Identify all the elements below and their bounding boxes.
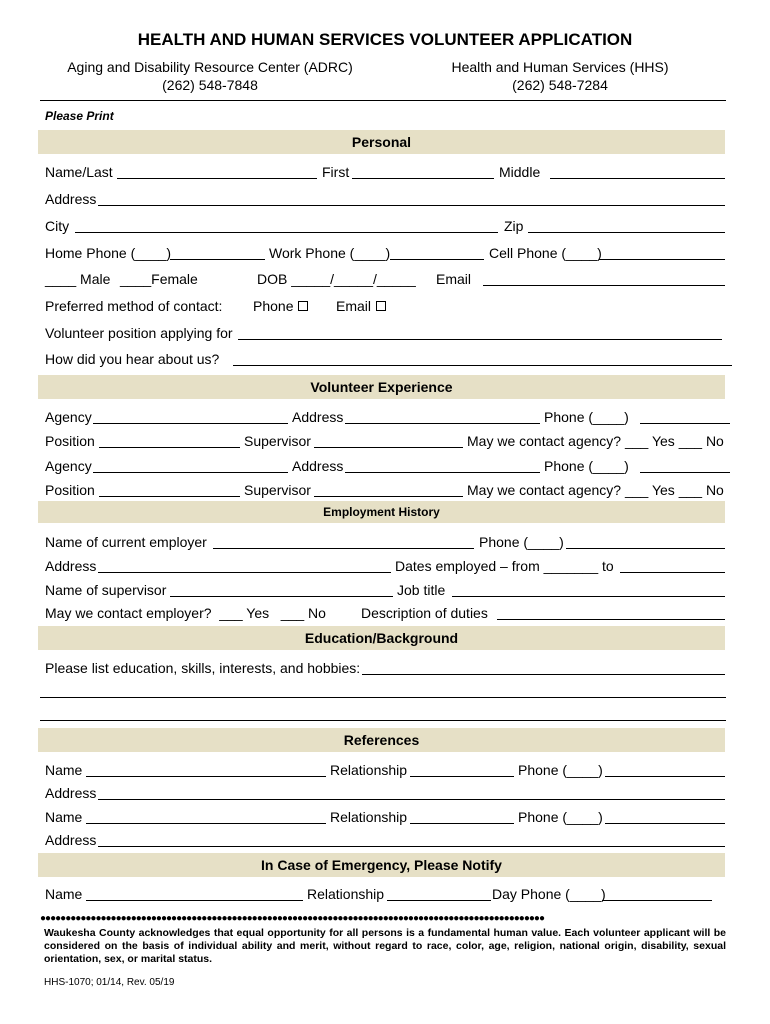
checkbox-pref-phone[interactable] — [253, 298, 308, 314]
label-name-last: Name/Last — [45, 164, 113, 180]
field-emergency-day-phone[interactable] — [602, 900, 712, 901]
pref-phone-label: Phone — [253, 298, 294, 314]
field-employer-phone[interactable] — [566, 548, 725, 549]
field-duties[interactable] — [497, 619, 725, 620]
header-rule — [40, 100, 726, 101]
section-education: Education/Background — [38, 626, 725, 650]
org-adrc-name: Aging and Disability Resource Center (ADRC) — [67, 59, 353, 75]
label-duties: Description of duties — [361, 605, 488, 621]
field-employer-address[interactable] — [98, 572, 391, 573]
equal-opportunity-notice: Waukesha County acknowledges that equal opportunity for all persons is a fundamental human value. Each volunteer applicant will be considered on the basis of individual ability and merit, without regard to race, color, age, religion, national origin, disability, sexual orientation, sex, or marital status. — [44, 927, 726, 965]
notice-dot-border: ●●●●●●●●●●●●●●●●●●●●●●●●●●●●●●●●●●●●●●●●●●●●●●●●●●●●●●●●●●●●●●●●●●●●●●●●●●●●●●●●●●●●●●●●●●●●●●●●●●●● — [40, 913, 545, 924]
section-volunteer-experience: Volunteer Experience — [38, 375, 725, 399]
label-agency-phone-2: Phone (____) — [544, 458, 629, 474]
label-ref-phone-1: Phone (____) — [518, 762, 603, 778]
label-ref-address-2: Address — [45, 832, 97, 848]
field-ref-phone-2[interactable] — [605, 823, 725, 824]
field-email[interactable] — [483, 285, 725, 286]
org-hhs-phone: (262) 548-7284 — [512, 77, 608, 93]
field-ref-phone-1[interactable] — [605, 776, 725, 777]
field-home-phone[interactable] — [170, 259, 265, 260]
field-city[interactable] — [75, 232, 498, 233]
label-dates-employed: Dates employed – from _______ to — [395, 558, 614, 574]
please-print-note: Please Print — [45, 109, 114, 123]
label-employer-supervisor: Name of supervisor — [45, 582, 167, 598]
field-dob[interactable]: DOB _____/_____/_____ — [257, 271, 416, 287]
label-preferred-contact: Preferred method of contact: — [45, 298, 223, 314]
label-ref-phone-2: Phone (____) — [518, 809, 603, 825]
contact-agency-1[interactable]: May we contact agency? ___ Yes ___ No — [467, 433, 724, 449]
label-employer-phone: Phone (____) — [479, 534, 564, 550]
option-male[interactable]: ____ Male — [45, 271, 111, 287]
field-hear-about[interactable] — [233, 365, 732, 366]
field-agency-1[interactable] — [93, 423, 288, 424]
label-agency-address-1: Address — [292, 409, 344, 425]
label-hear-about: How did you hear about us? — [45, 351, 220, 367]
pref-email-label: Email — [336, 298, 372, 314]
field-agency-phone-2[interactable] — [640, 472, 730, 473]
label-emergency-name: Name — [45, 886, 83, 902]
label-current-employer: Name of current employer — [45, 534, 207, 550]
checkbox-square-icon — [376, 301, 386, 311]
label-education-prompt: Please list education, skills, interests, and hobbies: — [45, 660, 361, 676]
field-agency-2[interactable] — [93, 472, 288, 473]
field-name-last[interactable] — [117, 178, 317, 179]
field-ref-relationship-1[interactable] — [410, 776, 514, 777]
field-job-title[interactable] — [452, 596, 725, 597]
org-adrc-phone: (262) 548-7848 — [162, 77, 258, 93]
label-city: City — [45, 218, 70, 234]
field-employer-supervisor[interactable] — [170, 596, 393, 597]
label-ref-address-1: Address — [45, 785, 97, 801]
field-cell-phone[interactable] — [599, 259, 725, 260]
section-employment-history: Employment History — [38, 501, 725, 523]
field-zip[interactable] — [528, 232, 725, 233]
section-personal: Personal — [38, 130, 725, 154]
field-emergency-name[interactable] — [86, 900, 303, 901]
field-agency-address-2[interactable] — [345, 472, 540, 473]
field-supervisor-1[interactable] — [314, 447, 463, 448]
contact-employer[interactable]: May we contact employer? ___ Yes ___ No — [45, 605, 326, 621]
form-title: HEALTH AND HUMAN SERVICES VOLUNTEER APPLICATION — [137, 30, 633, 49]
label-ref-relationship-1: Relationship — [330, 762, 408, 778]
label-job-title: Job title — [397, 582, 446, 598]
field-education-line-2[interactable] — [40, 697, 726, 698]
label-volunteer-position: Volunteer position applying for — [45, 325, 233, 341]
label-ref-name-1: Name — [45, 762, 83, 778]
label-first: First — [322, 164, 350, 180]
label-address: Address — [45, 191, 97, 207]
field-middle[interactable] — [550, 178, 725, 179]
field-education-line-3[interactable] — [40, 720, 726, 721]
org-hhs-name: Health and Human Services (HHS) — [451, 59, 669, 75]
field-position-2[interactable] — [99, 496, 240, 497]
field-work-phone[interactable] — [390, 259, 484, 260]
label-ref-relationship-2: Relationship — [330, 809, 408, 825]
label-supervisor-1: Supervisor — [244, 433, 311, 449]
field-ref-relationship-2[interactable] — [410, 823, 514, 824]
label-emergency-day-phone: Day Phone (____) — [492, 886, 606, 902]
label-work-phone: Work Phone (____) — [269, 245, 391, 261]
field-agency-phone-1[interactable] — [640, 423, 730, 424]
field-address[interactable] — [98, 205, 725, 206]
field-supervisor-2[interactable] — [314, 496, 463, 497]
label-email: Email — [436, 271, 472, 287]
field-dates-to[interactable] — [620, 572, 725, 573]
label-agency-1: Agency — [45, 409, 92, 425]
label-ref-name-2: Name — [45, 809, 83, 825]
checkbox-square-icon — [298, 301, 308, 311]
field-current-employer[interactable] — [213, 548, 474, 549]
field-emergency-relationship[interactable] — [387, 900, 491, 901]
label-employer-address: Address — [45, 558, 97, 574]
option-female[interactable]: ____Female — [120, 271, 198, 287]
label-middle: Middle — [499, 164, 541, 180]
field-education-line-1[interactable] — [362, 674, 725, 675]
label-supervisor-2: Supervisor — [244, 482, 311, 498]
section-emergency: In Case of Emergency, Please Notify — [38, 853, 725, 877]
field-volunteer-position[interactable] — [238, 339, 722, 340]
label-home-phone: Home Phone (____) — [45, 245, 172, 261]
label-agency-address-2: Address — [292, 458, 344, 474]
label-zip: Zip — [504, 218, 524, 234]
checkbox-pref-email[interactable] — [336, 298, 386, 314]
label-position-1: Position — [45, 433, 95, 449]
field-position-1[interactable] — [99, 447, 240, 448]
field-ref-address-2[interactable] — [98, 846, 725, 847]
label-agency-phone-1: Phone (____) — [544, 409, 629, 425]
contact-agency-2[interactable]: May we contact agency? ___ Yes ___ No — [467, 482, 724, 498]
form-number: HHS-1070; 01/14, Rev. 05/19 — [44, 977, 175, 988]
label-agency-2: Agency — [45, 458, 92, 474]
field-ref-name-1[interactable] — [86, 776, 326, 777]
field-ref-name-2[interactable] — [86, 823, 326, 824]
field-first[interactable] — [352, 178, 494, 179]
field-ref-address-1[interactable] — [98, 799, 725, 800]
label-cell-phone: Cell Phone (____) — [489, 245, 602, 261]
label-emergency-relationship: Relationship — [307, 886, 385, 902]
label-position-2: Position — [45, 482, 95, 498]
field-agency-address-1[interactable] — [345, 423, 540, 424]
section-references: References — [38, 728, 725, 752]
